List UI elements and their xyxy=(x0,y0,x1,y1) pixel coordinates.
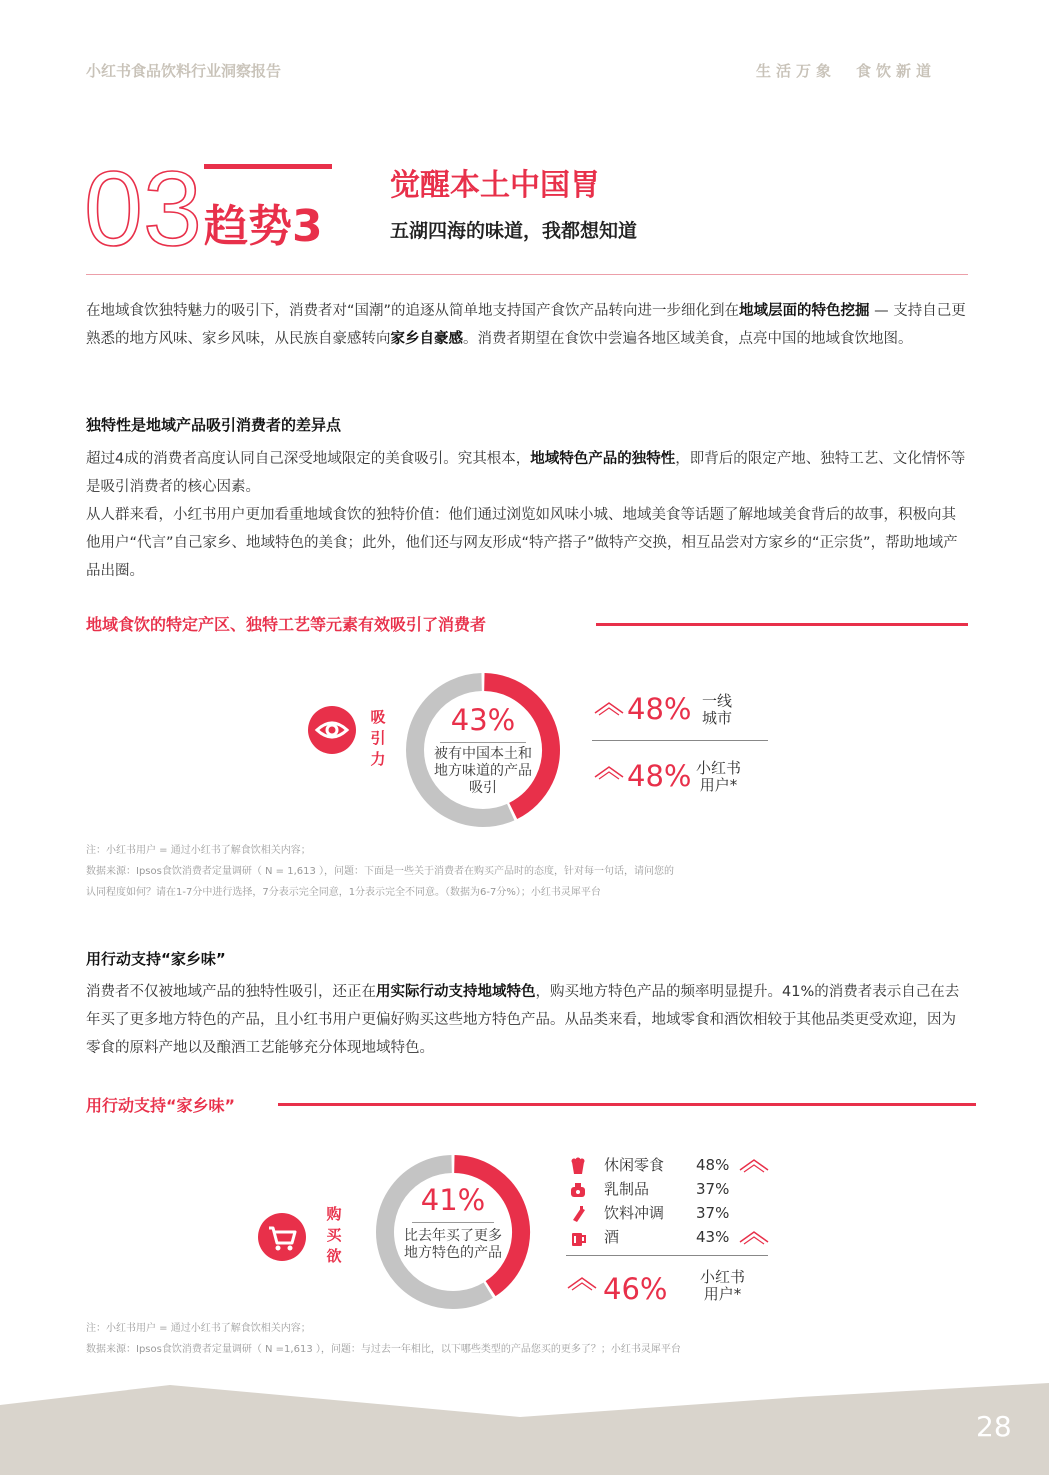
category-name: 酒 xyxy=(604,1228,620,1246)
category-row xyxy=(566,1202,776,1226)
xhs-purchase-label xyxy=(700,1269,745,1303)
intro-text-3: 。消费者期望在食饮中尝遍各地区域美食，点亮中国的地域食饮地图。 xyxy=(463,331,913,347)
tier1-city-label xyxy=(702,693,732,727)
s2-text-1: 消费者不仅被地域产品的独特性吸引，还正在 xyxy=(86,984,376,1000)
category-divider xyxy=(566,1255,768,1256)
stat-divider xyxy=(592,740,768,741)
chart1-heading-rule xyxy=(596,623,968,626)
xhs-label-line1: 小红书 xyxy=(696,759,742,777)
intro-paragraph xyxy=(86,297,970,353)
section2-paragraph xyxy=(86,978,970,1062)
purchase-label-text: 购 买 欲 xyxy=(326,1205,342,1265)
up-arrow-icon xyxy=(739,1229,769,1245)
attraction-donut-label-text: 被有中国本土和地方味道的产品吸引 xyxy=(434,746,532,796)
s1-bold-1: 地域特色产品的独特性 xyxy=(530,451,676,467)
s2-bold-1: 用实际行动支持地域特色 xyxy=(376,984,536,1000)
intro-text-1: 在地域食饮独特魅力的吸引下，消费者对“国潮”的追逐从简单地支持国产食饮产品转向进一步细化到在 xyxy=(86,303,740,319)
xhs-purchase-label-line1: 小红书 xyxy=(700,1268,746,1286)
milk-icon xyxy=(568,1180,588,1200)
page-title: 觉醒本土中国胃 xyxy=(390,168,600,203)
popcorn-icon xyxy=(568,1156,588,1176)
chart1-heading: 地域食饮的特定产区、独特工艺等元素有效吸引了消费者 xyxy=(86,615,487,634)
beer-icon xyxy=(568,1228,588,1248)
attraction-label-text: 吸 引 力 xyxy=(370,708,386,768)
report-title-header: 小红书食品饮料行业洞察报告 xyxy=(86,62,282,80)
xhs-user-value: 48% xyxy=(627,759,692,793)
up-arrow-icon xyxy=(566,1275,598,1291)
donut2-divider xyxy=(412,1222,494,1223)
category-row xyxy=(566,1178,776,1202)
category-name: 休闲零食 xyxy=(604,1156,665,1174)
xhs-label-line2: 用户* xyxy=(699,776,738,794)
attraction-label xyxy=(368,707,388,770)
category-value: 37% xyxy=(696,1180,730,1198)
attraction-donut-value: 43% xyxy=(450,703,516,737)
category-value: 37% xyxy=(696,1204,730,1222)
section-number-text: 03 xyxy=(84,150,202,268)
category-name: 乳制品 xyxy=(604,1180,650,1198)
slogan-header: 生活万象 食饮新道 xyxy=(756,62,937,80)
intro-text-2: — 支持自己更熟悉的地方风味、家乡风味，从民族自豪感转向 xyxy=(86,303,966,347)
xhs-purchase-value: 46% xyxy=(603,1272,668,1306)
section2-heading: 用行动支持“家乡味” xyxy=(86,950,226,968)
chart1-note: 数据来源：Ipsos食饮消费者定量调研（ N = 1,613 ），问题：下面是一些关于消费者在购买产品时的态度，针对每一句话，请问您的 xyxy=(86,866,675,877)
intro-bold-2: 家乡自豪感 xyxy=(390,331,463,347)
chart2-heading-rule xyxy=(278,1103,976,1106)
chart1-note: 认同程度如何？请在1-7分中进行选择，7分表示完全同意，1分表示完全不同意。（数据为6-7分%）；小红书灵犀平台 xyxy=(86,887,601,898)
cart-icon-circle xyxy=(258,1213,306,1261)
tier1-city-value: 48% xyxy=(627,692,692,726)
eye-icon-circle xyxy=(308,706,356,754)
title-divider xyxy=(86,274,968,275)
eye-icon xyxy=(308,706,356,754)
section1-paragraph-2: 从人群来看，小红书用户更加看重地域食饮的独特价值：他们通过浏览如风味小城、地域美食等话题了解地域美食背后的故事，积极向其他用户“代言”自己家乡、地域特色的美食；此外，他们还与网友形成“特产搭子”做特产交换，相互品尝对方家乡的“正宗货”，帮助地域产品出圈。 xyxy=(86,507,958,579)
category-row xyxy=(566,1226,776,1250)
donut1-divider xyxy=(440,742,526,743)
intro-bold-1: 地域层面的特色挖掘 xyxy=(739,303,870,319)
page-subtitle: 五湖四海的味道，我都想知道 xyxy=(390,220,638,242)
chart2-notes xyxy=(86,1318,681,1360)
tier1-label-line2: 城市 xyxy=(702,709,733,727)
shopping-cart-icon xyxy=(258,1213,306,1261)
page-number: 28 xyxy=(976,1410,1012,1443)
s2-text-2: ，购买地方特色产品的频率明显提升。41%的消费者表示自己在去年买了更多地方特色的产品，且小红书用户更偏好购买这些地方特色产品。从品类来看，地域零食和酒饮相较于其他品类更受欢迎，因为零食的原料产地以及酿酒工艺能够充分体现地域特色。 xyxy=(86,984,960,1056)
title-accent-bar xyxy=(204,164,332,169)
chart2-note: 注：小红书用户 = 通过小红书了解食饮相关内容； xyxy=(86,1323,311,1334)
purchase-label xyxy=(324,1204,344,1267)
purchase-donut-label-text: 比去年买了更多地方特色的产品 xyxy=(404,1228,502,1261)
footer-band xyxy=(0,1375,1049,1475)
attraction-donut-label xyxy=(408,746,558,797)
s1-text-1: 超过4成的消费者高度认同自己深受地域限定的美食吸引。究其根本， xyxy=(86,451,531,467)
category-row xyxy=(566,1154,776,1178)
chart2-note: 数据来源：Ipsos食饮消费者定量调研（ N =1,613 ），问题：与过去一年相比，以下哪些类型的产品您买的更多了？；小红书灵犀平台 xyxy=(86,1344,681,1355)
up-arrow-icon xyxy=(594,700,624,716)
xhs-user-label xyxy=(696,760,741,794)
category-name: 饮料冲调 xyxy=(604,1204,665,1222)
category-list xyxy=(566,1154,776,1250)
section1-paragraph-1 xyxy=(86,445,970,501)
section-number xyxy=(84,150,202,268)
category-value: 43% xyxy=(696,1228,730,1246)
category-value: 48% xyxy=(696,1156,730,1174)
trend-label: 趋势3 xyxy=(204,201,323,252)
chart1-note: 注：小红书用户 = 通过小红书了解食饮相关内容； xyxy=(86,845,311,856)
up-arrow-icon xyxy=(594,764,624,780)
section1-heading: 独特性是地域产品吸引消费者的差异点 xyxy=(86,416,342,434)
up-arrow-icon xyxy=(739,1157,769,1173)
xhs-purchase-label-line2: 用户* xyxy=(703,1285,742,1303)
chart2-heading: 用行动支持“家乡味” xyxy=(86,1096,236,1115)
chart1-notes xyxy=(86,840,674,903)
tier1-label-line1: 一线 xyxy=(702,692,733,710)
drink-icon xyxy=(568,1204,588,1224)
purchase-donut-value: 41% xyxy=(420,1183,486,1217)
s1-text-2: ，即背后的限定产地、独特工艺、文化情怀等是吸引消费者的核心因素。 xyxy=(86,451,966,495)
purchase-donut-label xyxy=(378,1228,528,1262)
